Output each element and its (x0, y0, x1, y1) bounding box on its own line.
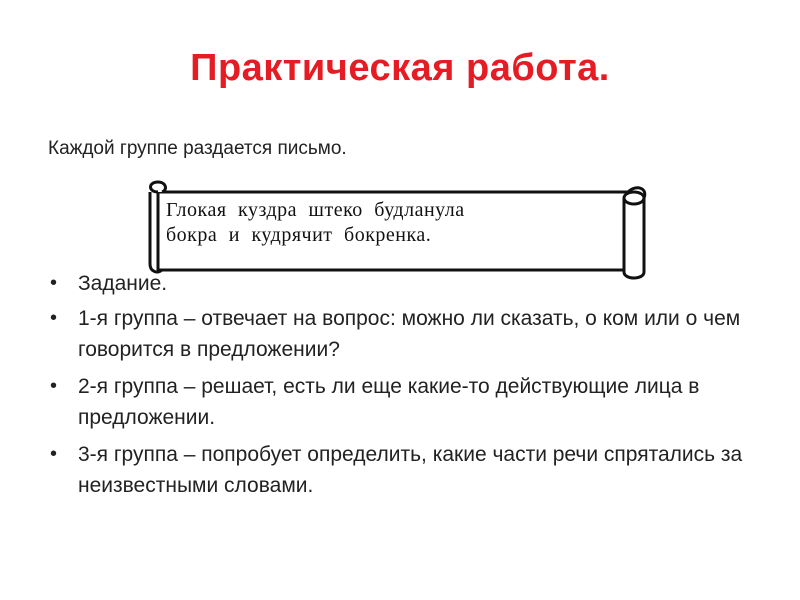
intro-text: Каждой группе раздается письмо. (48, 138, 347, 159)
letter-text (166, 198, 636, 248)
task-item-group-3 (48, 439, 748, 501)
slide-title: Практическая работа. (190, 47, 610, 89)
letter-line-2: бокра и кудрячит бокренка. (166, 224, 432, 246)
bullet-icon: • (50, 443, 58, 465)
task-text: 3-я группа – попробует определить, какие части речи спрятались за неизвестными словами. (78, 443, 743, 497)
letter-line-1: Глокая куздра штеко будланула (166, 199, 465, 221)
bullet-icon: • (50, 272, 58, 294)
bullet-icon: • (50, 375, 58, 397)
scroll-left-curl (151, 182, 166, 192)
task-item-group-2 (48, 371, 748, 433)
task-text: Задание. (78, 272, 168, 295)
bullet-icon: • (50, 307, 58, 329)
letter-scroll (136, 178, 660, 282)
task-item-heading (48, 268, 748, 299)
task-text: 1-я группа – отвечает на вопрос: можно ли сказать, о ком или о чем говорится в предложении? (78, 307, 741, 361)
task-text: 2-я группа – решает, есть ли еще какие-то действующие лица в предложении. (78, 375, 700, 429)
task-item-group-1 (48, 303, 748, 365)
task-list (48, 268, 748, 507)
